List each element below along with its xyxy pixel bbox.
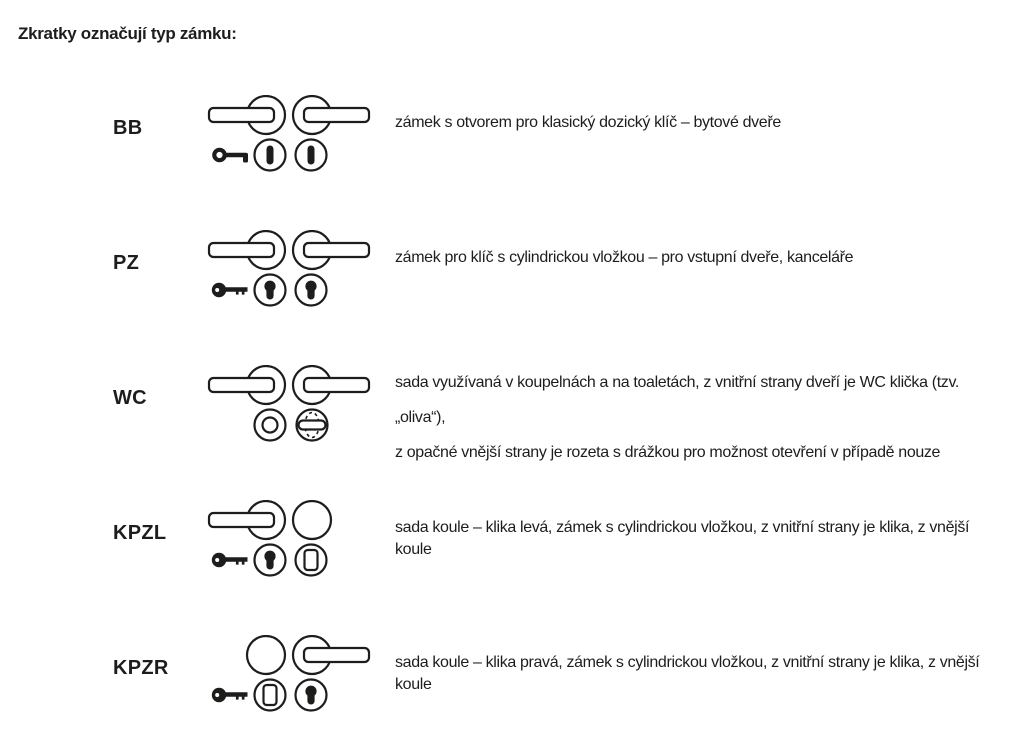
lock-type-row-kpzr (0, 635, 1011, 715)
description-line: sada koule – klika levá, zámek s cylindrickou vložkou, z vnitřní strany je klika, z vnější koule (395, 519, 970, 558)
lock-code-wc: WC (113, 387, 147, 409)
description-line: sada využívaná v koupelnách a na toaletách, z vnitřní strany dveří je WC klička (tzv. „oliva“), (395, 374, 960, 426)
description-line: sada koule – klika pravá, zámek s cylindrickou vložkou, z vnitřní strany je klika, z vnější koule (395, 654, 980, 693)
lock-description-bb (395, 112, 991, 134)
lever-handle-right-icon (293, 636, 369, 674)
lock-description-kpzr (395, 652, 991, 696)
lever-handle-left-icon (209, 501, 285, 539)
lock-iconset-bb (205, 95, 375, 175)
door-knob-icon (247, 636, 285, 674)
lock-code-pz: PZ (113, 252, 140, 274)
description-line: zámek pro klíč s cylindrickou vložkou – pro vstupní dveře, kanceláře (395, 249, 854, 266)
wc-thumbturn-rosette-icon (297, 410, 328, 441)
keyhole-rosette-pz-icon (255, 275, 286, 306)
lock-code-kpzl: KPZL (113, 522, 167, 544)
keyhole-rosette-pz-icon (255, 545, 286, 576)
lock-type-row-kpzl (0, 500, 1011, 580)
lock-description-kpzl (395, 517, 991, 561)
cylinder-key-icon (212, 553, 248, 567)
lock-iconset-kpzl (205, 500, 375, 580)
lever-handle-right-icon (293, 366, 369, 404)
page-title: Zkratky označují typ zámku: (18, 24, 237, 43)
blind-rosette-icon (255, 680, 286, 711)
lever-handle-left-icon (209, 96, 285, 134)
lock-iconset-wc (205, 365, 375, 445)
lock-code-kpzr: KPZR (113, 657, 169, 679)
lever-handle-left-icon (209, 366, 285, 404)
lever-handle-right-icon (293, 96, 369, 134)
door-knob-icon (293, 501, 331, 539)
keyhole-rosette-pz-icon (296, 275, 327, 306)
lock-iconset-pz (205, 230, 375, 310)
keyhole-rosette-bb-icon (296, 140, 327, 171)
lock-type-row-pz (0, 230, 1011, 310)
lever-handle-right-icon (293, 231, 369, 269)
description-line: zámek s otvorem pro klasický dozický klíč – bytové dveře (395, 114, 781, 131)
description-line: z opačné vnější strany je rozeta s drážkou pro možnost otevření v případě nouze (395, 444, 941, 461)
lock-type-row-wc (0, 365, 1011, 461)
lock-description-pz (395, 247, 991, 269)
lock-description-wc (395, 365, 991, 470)
lock-code-bb: BB (113, 117, 143, 139)
keyhole-rosette-pz-icon (296, 680, 327, 711)
lock-type-row-bb (0, 95, 1011, 175)
lever-handle-left-icon (209, 231, 285, 269)
blind-rosette-icon (296, 545, 327, 576)
keyhole-rosette-bb-icon (255, 140, 286, 171)
lock-iconset-kpzr (205, 635, 375, 715)
cylinder-key-icon (212, 688, 248, 702)
grooved-rosette-icon (255, 410, 286, 441)
cylinder-key-icon (212, 283, 248, 297)
classic-bit-key-icon (214, 150, 248, 163)
